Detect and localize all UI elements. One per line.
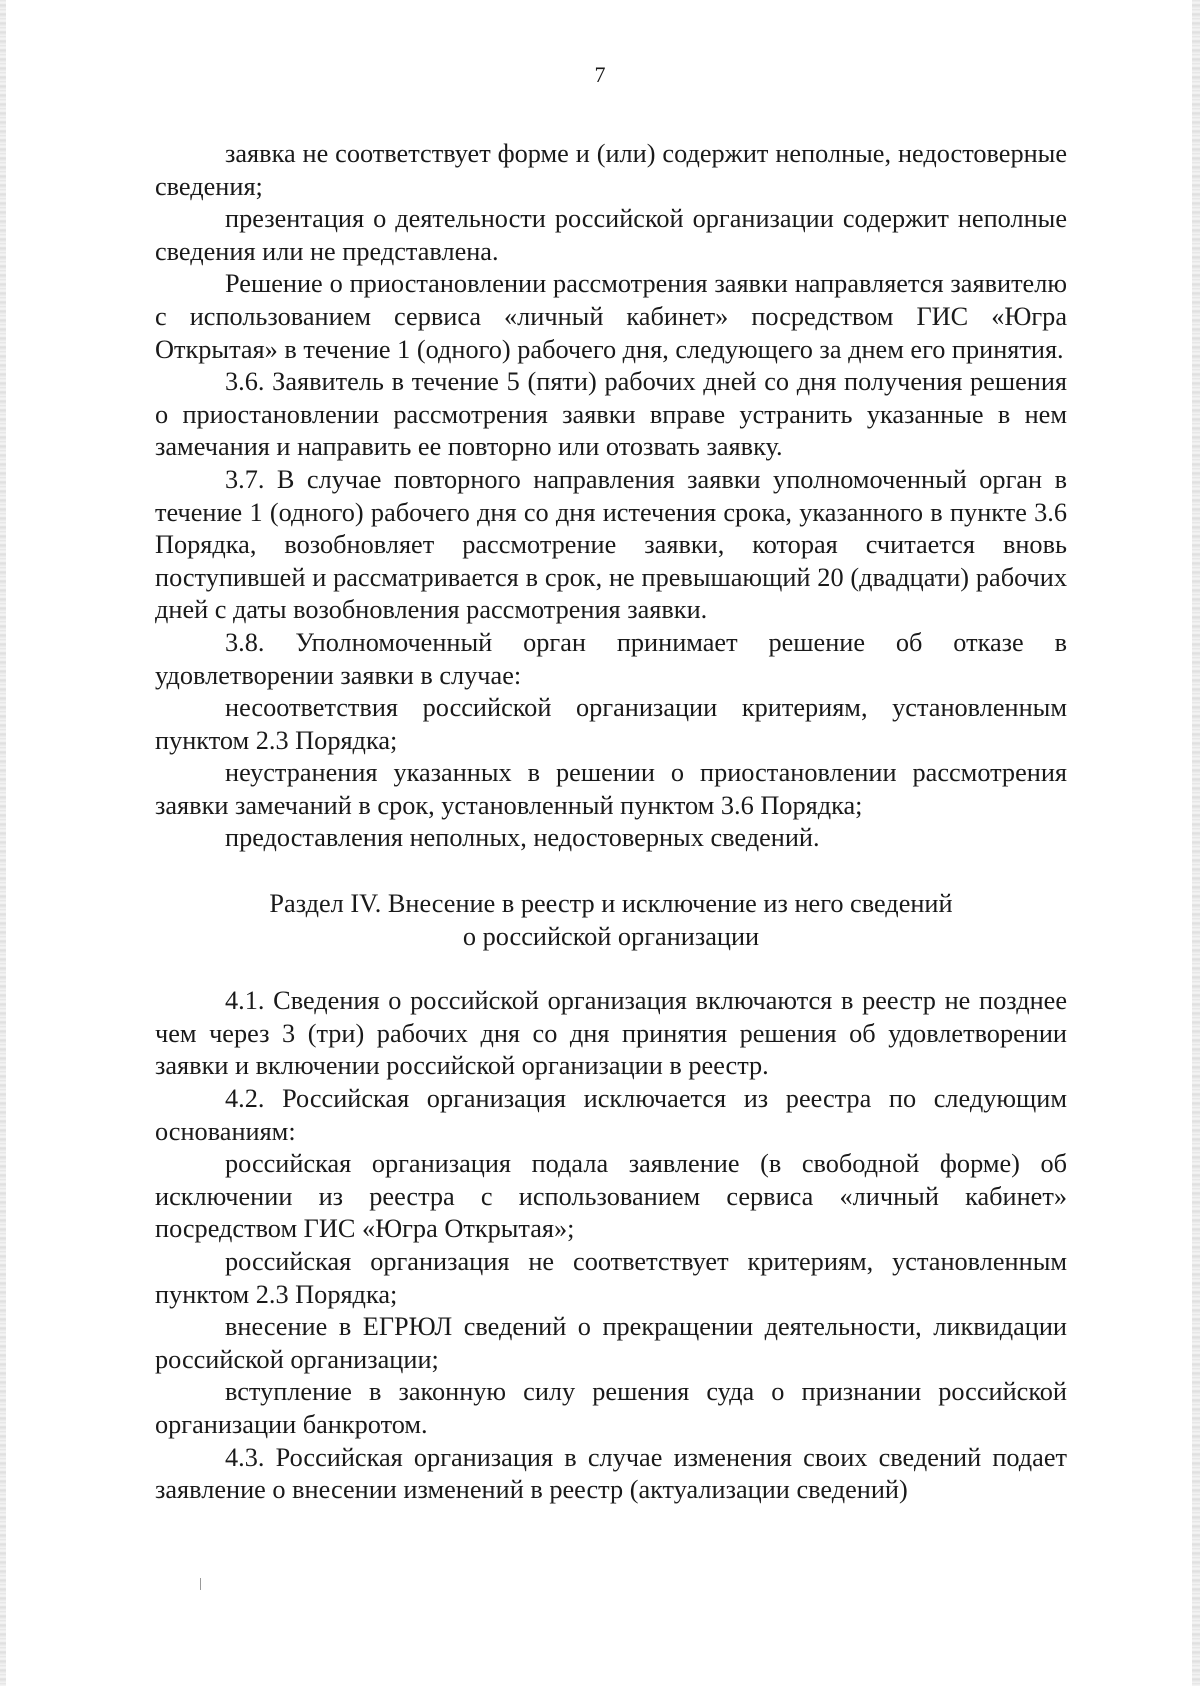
scan-edge-left	[0, 0, 6, 1686]
section-heading	[155, 888, 1067, 953]
paragraph: внесение в ЕГРЮЛ сведений о прекращении деятельности, ликвидации российской организации;	[155, 1312, 1067, 1374]
paragraph: российская организация подала заявление (в свободной форме) об исключении из реестра с использованием сервиса «личный кабинет» посредством ГИС «Югра Открытая»;	[155, 1149, 1067, 1244]
paragraph: 4.3. Российская организация в случае изменения своих сведений подает заявление о внесении изменений в реестр (актуализации сведений)	[155, 1442, 1067, 1505]
paragraph: неустранения указанных в решении о приостановлении рассмотрения заявки замечаний в срок, установленный пунктом 3.6 Порядка;	[155, 758, 1067, 820]
document-body	[155, 138, 1067, 1507]
paragraph: российская организация не соответствует критериям, установленным пунктом 2.3 Порядка;	[155, 1247, 1067, 1309]
paragraph: заявка не соответствует форме и (или) содержит неполные, недостоверные сведения;	[155, 139, 1067, 201]
paragraph: Решение о приостановлении рассмотрения заявки направляется заявителю с использованием сервиса «личный кабинет» посредством ГИС «Югра Открытая» в течение 1 (одного) рабочего дня, следующего за днем его принятия.	[155, 269, 1067, 364]
paragraph: 3.8. Уполномоченный орган принимает решение об отказе в удовлетворении заявки в случае:	[155, 627, 1067, 690]
paragraph: вступление в законную силу решения суда о признании российской организации банкротом.	[155, 1377, 1067, 1439]
scan-edge-right	[1192, 0, 1200, 1686]
section-heading-line-1: Раздел IV. Внесение в реестр и исключение из него сведений	[269, 889, 953, 919]
page-number: 7	[594, 62, 606, 87]
paragraph: презентация о деятельности российской организации содержит неполные сведения или не представлена.	[155, 204, 1067, 266]
paragraphs-top	[155, 138, 1067, 855]
margin-mark	[200, 1578, 201, 1590]
section-heading-line-2: о российской организации	[462, 921, 760, 951]
paragraph: предоставления неполных, недостоверных сведений.	[225, 823, 820, 853]
paragraph: 4.2. Российская организация исключается из реестра по следующим основаниям:	[155, 1084, 1067, 1146]
paragraph: 4.1. Сведения о российской организация включаются в реестр не позднее чем через 3 (три) рабочих дня со дня принятия решения об удовлетворении заявки и включении российской организации в реестр.	[155, 986, 1067, 1081]
paragraph: 3.6. Заявитель в течение 5 (пяти) рабочих дней со дня получения решения о приостановлении рассмотрения заявки вправе устранить указанные в нем замечания и направить ее повторно или отозвать заявку.	[155, 367, 1067, 462]
paragraph: несоответствия российской организации критериям, установленным пунктом 2.3 Порядка;	[155, 693, 1067, 755]
paragraph: 3.7. В случае повторного направления заявки уполномоченный орган в течение 1 (одного) рабочего дня со дня истечения срока, указанного в пункте 3.6 Порядка, возобновляет рассмотрение заявки, которая считается вновь поступившей и рассматривается в срок, не превышающий 20 (двадцати) рабочих дней с даты возобновления рассмотрения заявки.	[155, 464, 1067, 625]
paragraphs-bottom	[155, 985, 1067, 1507]
